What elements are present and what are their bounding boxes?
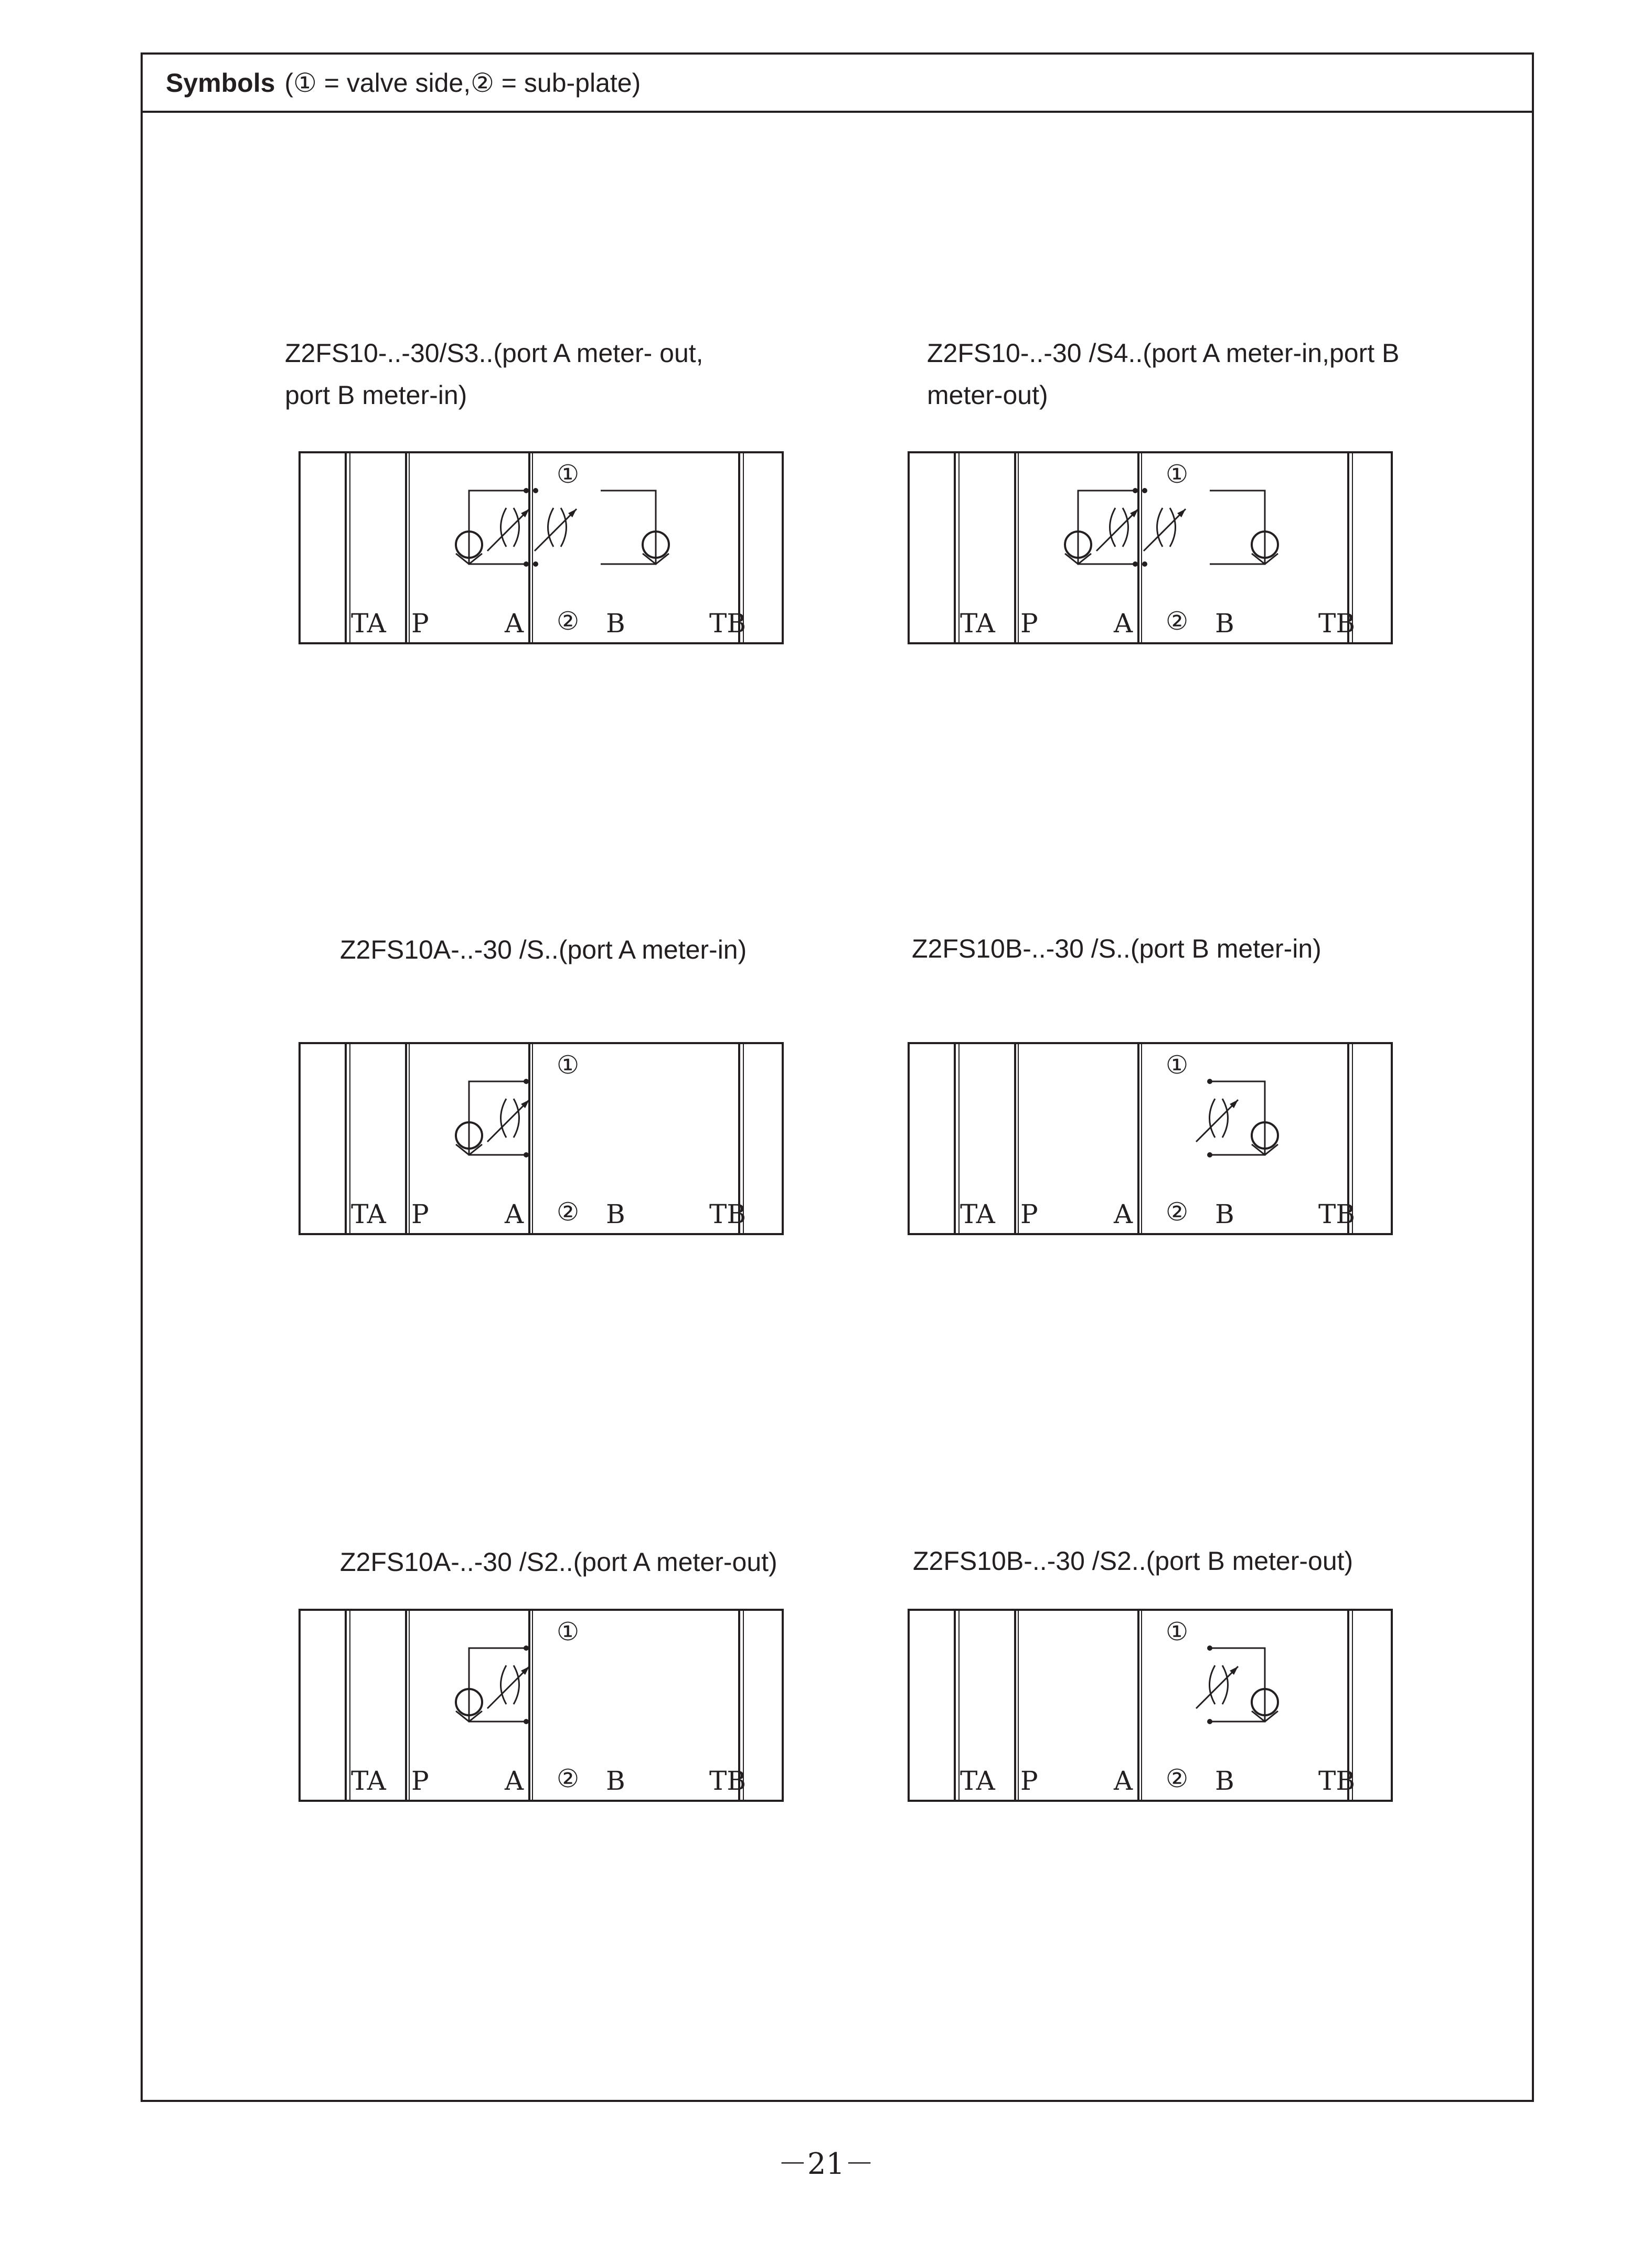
port-b: B: [1215, 1199, 1234, 1229]
valve-symbol-a-s2: [299, 1609, 784, 1804]
port-tb: TB: [1318, 608, 1356, 639]
port-b: B: [606, 608, 625, 639]
valve-side-mark: ①: [557, 460, 580, 489]
port-p: P: [1020, 1199, 1038, 1229]
valve-symbol-b-s2: [908, 1609, 1393, 1804]
port-ta: TA: [351, 608, 386, 639]
valve-symbol-s3: [299, 451, 784, 647]
port-tb: TB: [1318, 1766, 1356, 1796]
symbols-header: [143, 55, 1532, 113]
port-a: A: [505, 1199, 524, 1229]
port-p: P: [411, 1199, 429, 1229]
valve-side-mark: ①: [1166, 1617, 1189, 1647]
page-number: －21－: [777, 2147, 875, 2181]
caption-a-s: Z2FS10A-..-30 /S..(port A meter-in): [340, 935, 747, 964]
valve-side-mark: ①: [1166, 460, 1189, 489]
port-p: P: [411, 1766, 429, 1796]
port-a: A: [505, 608, 524, 639]
symbol-legend: (① = valve side,② = sub-plate): [284, 68, 641, 98]
valve-symbol-b-s: [908, 1042, 1393, 1238]
sub-plate-mark: ②: [557, 607, 580, 636]
port-b: B: [1215, 608, 1234, 639]
sub-plate-mark: ②: [557, 1764, 580, 1793]
port-ta: TA: [960, 1766, 995, 1796]
valve-side-mark: ①: [1166, 1050, 1189, 1080]
port-a: A: [505, 1766, 524, 1796]
valve-symbol-s4: [908, 451, 1393, 647]
caption-s4: Z2FS10-..-30 /S4..(port A meter-in,port B meter-out): [927, 338, 1400, 410]
sub-plate-mark: ②: [1166, 1764, 1189, 1793]
sub-plate-mark: ②: [1166, 1197, 1189, 1227]
sub-plate-mark: ②: [1166, 607, 1189, 636]
port-p: P: [1020, 1766, 1038, 1796]
port-tb: TB: [1318, 1199, 1356, 1229]
port-p: P: [411, 608, 429, 639]
valve-side-mark: ①: [557, 1617, 580, 1647]
port-b: B: [606, 1766, 625, 1796]
port-ta: TA: [960, 608, 995, 639]
port-a: A: [1114, 608, 1133, 639]
port-tb: TB: [709, 608, 747, 639]
valve-symbol-a-s: [299, 1042, 784, 1238]
port-ta: TA: [960, 1199, 995, 1229]
valve-side-mark: ①: [557, 1050, 580, 1080]
caption-a-s2: Z2FS10A-..-30 /S2..(port A meter-out): [340, 1547, 777, 1577]
caption-b-s2: Z2FS10B-..-30 /S2..(port B meter-out): [913, 1546, 1353, 1576]
port-ta: TA: [351, 1199, 386, 1229]
port-ta: TA: [351, 1766, 386, 1796]
port-a: A: [1114, 1199, 1133, 1229]
sub-plate-mark: ②: [557, 1197, 580, 1227]
port-b: B: [1215, 1766, 1234, 1796]
port-tb: TB: [709, 1199, 747, 1229]
port-tb: TB: [709, 1766, 747, 1796]
caption-b-s: Z2FS10B-..-30 /S..(port B meter-in): [912, 934, 1321, 963]
port-p: P: [1020, 608, 1038, 639]
section-title: Symbols: [166, 68, 275, 98]
caption-s3: Z2FS10-..-30/S3..(port A meter- out, port B meter-in): [285, 338, 704, 410]
port-a: A: [1114, 1766, 1133, 1796]
port-b: B: [606, 1199, 625, 1229]
